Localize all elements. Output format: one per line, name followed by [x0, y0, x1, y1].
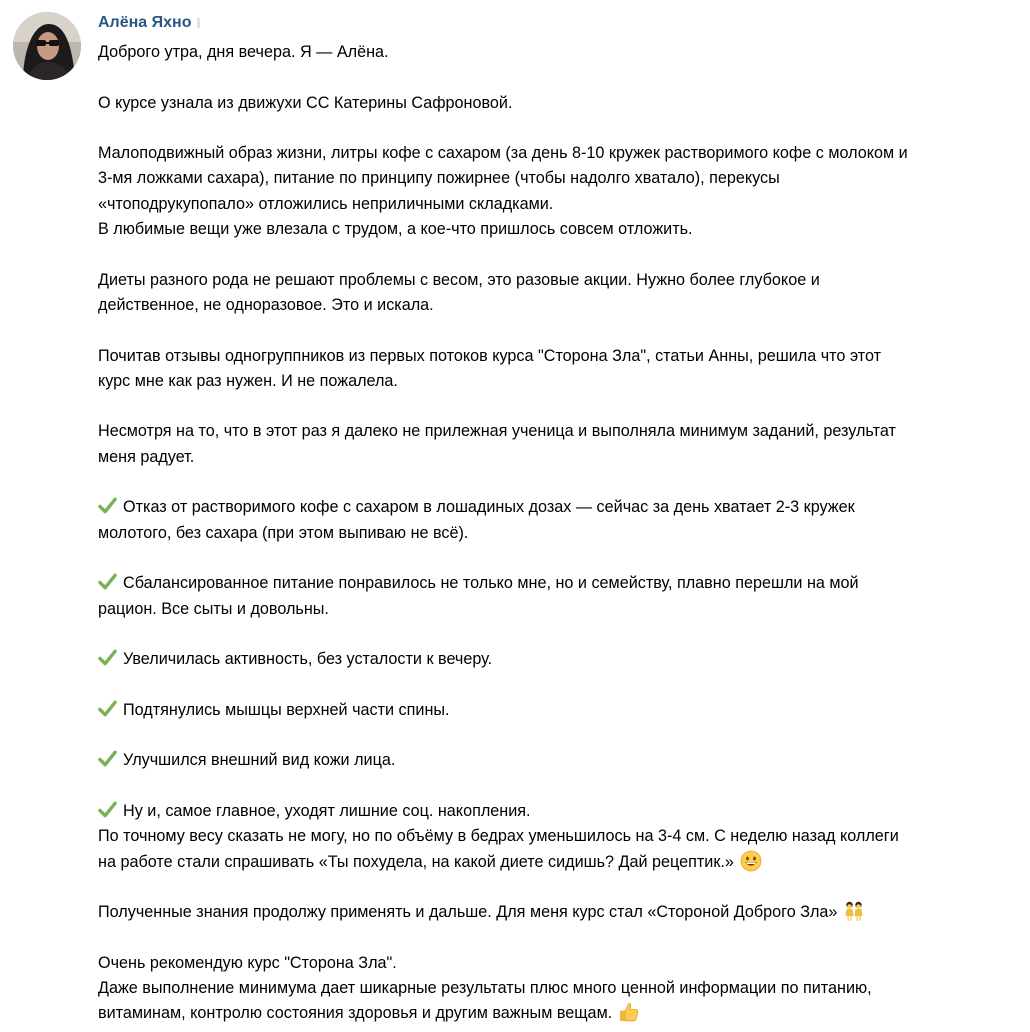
post-line: О курсе узнала из движухи СС Катерины Сафроновой.: [98, 93, 513, 112]
result-item: Увеличилась активность, без усталости к вечеру.: [98, 647, 1023, 672]
post-line: По точному весу сказать не могу, но по объёму в бедрах уменьшилось на 3-4 см. С неделю назад коллеги: [98, 827, 899, 846]
post-line: рацион. Все сыты и довольны.: [98, 599, 329, 618]
author-name: Алёна Яхно: [98, 14, 192, 31]
post-line: витаминам, контролю состояния здоровья и другим важным вещам.: [98, 1001, 1023, 1026]
post-line: «чтоподрукупопало» отложились неприличными складками.: [98, 194, 554, 213]
post-line: Полученные знания продолжу применять и дальше. Для меня курс стал «Стороной Доброго Зла»: [98, 900, 1023, 925]
check-mark-emoji-icon: [98, 648, 117, 667]
result-item: Сбалансированное питание понравилось не только мне, но и семейству, плавно перешли на мой: [98, 571, 1023, 596]
check-mark-emoji-icon: [98, 699, 117, 718]
verified-mark-icon: [197, 18, 200, 28]
avatar-photo-icon: [13, 12, 81, 80]
result-item: Отказ от растворимого кофе с сахаром в лошадиных дозах — сейчас за день хватает 2-3 кружек: [98, 495, 1023, 520]
post-line: Даже выполнение минимума дает шикарные результаты плюс много ценной информации по питанию,: [98, 978, 872, 997]
post-line: курс мне как раз нужен. И не пожалела.: [98, 371, 398, 390]
check-mark-emoji-icon: [98, 749, 117, 768]
post-line: В любимые вещи уже влезала с трудом, а кое-что пришлось совсем отложить.: [98, 220, 693, 239]
avatar[interactable]: [13, 12, 81, 80]
post-line: действенное, не одноразовое. Это и искала.: [98, 295, 434, 314]
post-line: молотого, без сахара (при этом выпиваю не всё).: [98, 523, 469, 542]
post-line: Малоподвижный образ жизни, литры кофе с сахаром (за день 8-10 кружек растворимого кофе с молоком и: [98, 144, 908, 163]
post-line: Диеты разного рода не решают проблемы с весом, это разовые акции. Нужно более глубокое и: [98, 270, 820, 289]
dancing-women-emoji-icon: [843, 900, 865, 922]
check-mark-emoji-icon: [98, 496, 117, 515]
post-line: Доброго утра, дня вечера. Я — Алёна.: [98, 43, 389, 61]
post-line: 3-мя ложками сахара), питание по принципу пожирнее (чтобы надолго хватало), перекусы: [98, 169, 780, 188]
post-line: Очень рекомендую курс "Сторона Зла".: [98, 953, 397, 972]
result-item: Подтянулись мышцы верхней части спины.: [98, 698, 1023, 723]
check-mark-emoji-icon: [98, 572, 117, 591]
post-text: [98, 40, 1023, 1027]
post-line: на работе стали спрашивать «Ты похудела, на какой диете сидишь? Дай рецептик.»: [98, 850, 1023, 875]
result-item: Улучшился внешний вид кожи лица.: [98, 748, 1023, 773]
check-mark-emoji-icon: [98, 800, 117, 819]
thumbs-up-emoji-icon: [618, 1001, 640, 1023]
post-line: меня радует.: [98, 447, 195, 466]
result-item: Ну и, самое главное, уходят лишние соц. накопления.: [98, 799, 1023, 824]
post-line: Почитав отзывы одногруппников из первых потоков курса "Сторона Зла", статьи Анны, решила что этот: [98, 346, 882, 365]
post-line: Несмотря на то, что в этот раз я далеко не прилежная ученица и выполняла минимум заданий, результат: [98, 422, 896, 441]
grinning-face-emoji-icon: [740, 850, 762, 872]
author-name-link[interactable]: [98, 12, 200, 34]
